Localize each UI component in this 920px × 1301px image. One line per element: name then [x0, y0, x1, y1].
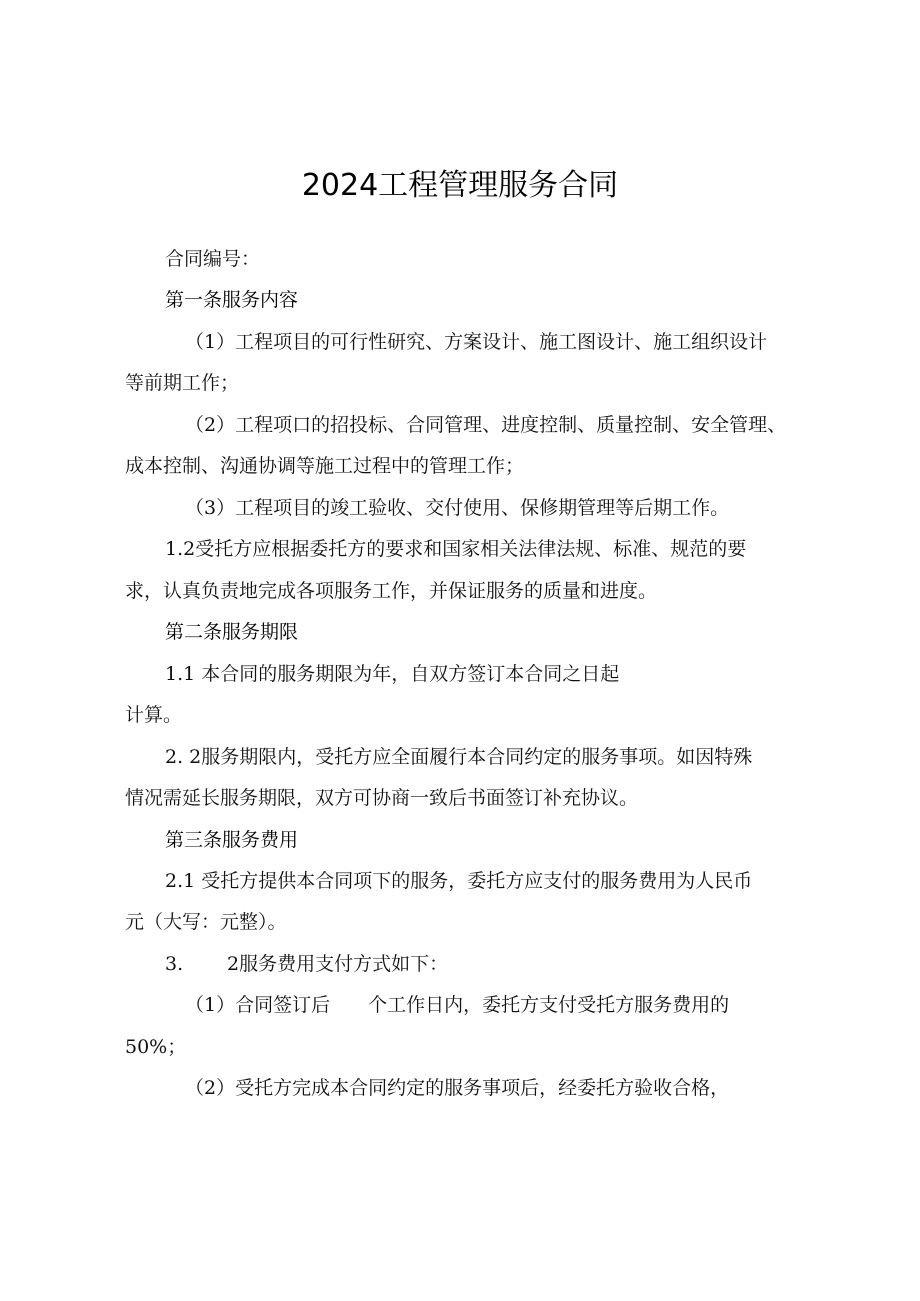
article1-item2-line2: 成本控制、沟通协调等施工过程中的管理工作；: [125, 455, 525, 477]
article1-item2-line1: （2）工程项口的招投标、合同管理、进度控制、质量控制、安全管理、: [185, 414, 787, 436]
article3-pay2-line1: （2）受托方完成本合同约定的服务事项后，经委托方验收合格，: [185, 1077, 730, 1099]
article3-clause21-line1: 2.1 受托方提供本合同项下的服务，委托方应支付的服务费用为人民币: [165, 870, 753, 892]
article1-item1-line1: （1）工程项目的可行性研究、方案设计、施工图设计、施工组织设计: [185, 331, 768, 353]
article3-clause21-line2: 元（大写：元整）。: [125, 911, 287, 933]
article3-clause3-text: 2服务费用支付方式如下：: [227, 953, 449, 975]
document-title: 2024工程管理服务合同: [301, 168, 619, 203]
article3-pay1-line2: 50%；: [125, 1036, 187, 1058]
article3-pay1-line1: （1）合同签订后 个工作日内，委托方支付受托方服务费用的: [185, 994, 730, 1016]
article3-heading: 第三条服务费用: [165, 829, 299, 851]
article3-clause3-number: 3.: [165, 953, 184, 975]
article2-clause11-line1: 1.1 本合同的服务期限为年，自双方签订本合同之日起: [165, 663, 620, 685]
article2-clause22-line2: 情况需延长服务期限，双方可协商一致后书面签订补充协议。: [125, 787, 639, 809]
article2-clause11-line2: 计算。: [125, 704, 183, 726]
article1-clause12-line1: 1.2受托方应根据委托方的要求和国家相关法律法规、标准、规范的要: [165, 538, 747, 560]
article1-clause12-line2: 求，认真负责地完成各项服务工作，并保证服务的质量和进度。: [125, 580, 658, 602]
article2-heading: 第二条服务期限: [165, 621, 299, 643]
article1-heading: 第一条服务内容: [165, 289, 299, 311]
article2-clause22-line1: 2. 2服务期限内，受托方应全面履行本合同约定的服务事项。如因特殊: [165, 746, 753, 768]
contract-number-label: 合同编号：: [165, 248, 261, 270]
article1-item3: （3）工程项目的竣工验收、交付使用、保修期管理等后期工作。: [185, 497, 730, 519]
article1-item1-line2: 等前期工作；: [125, 372, 240, 394]
